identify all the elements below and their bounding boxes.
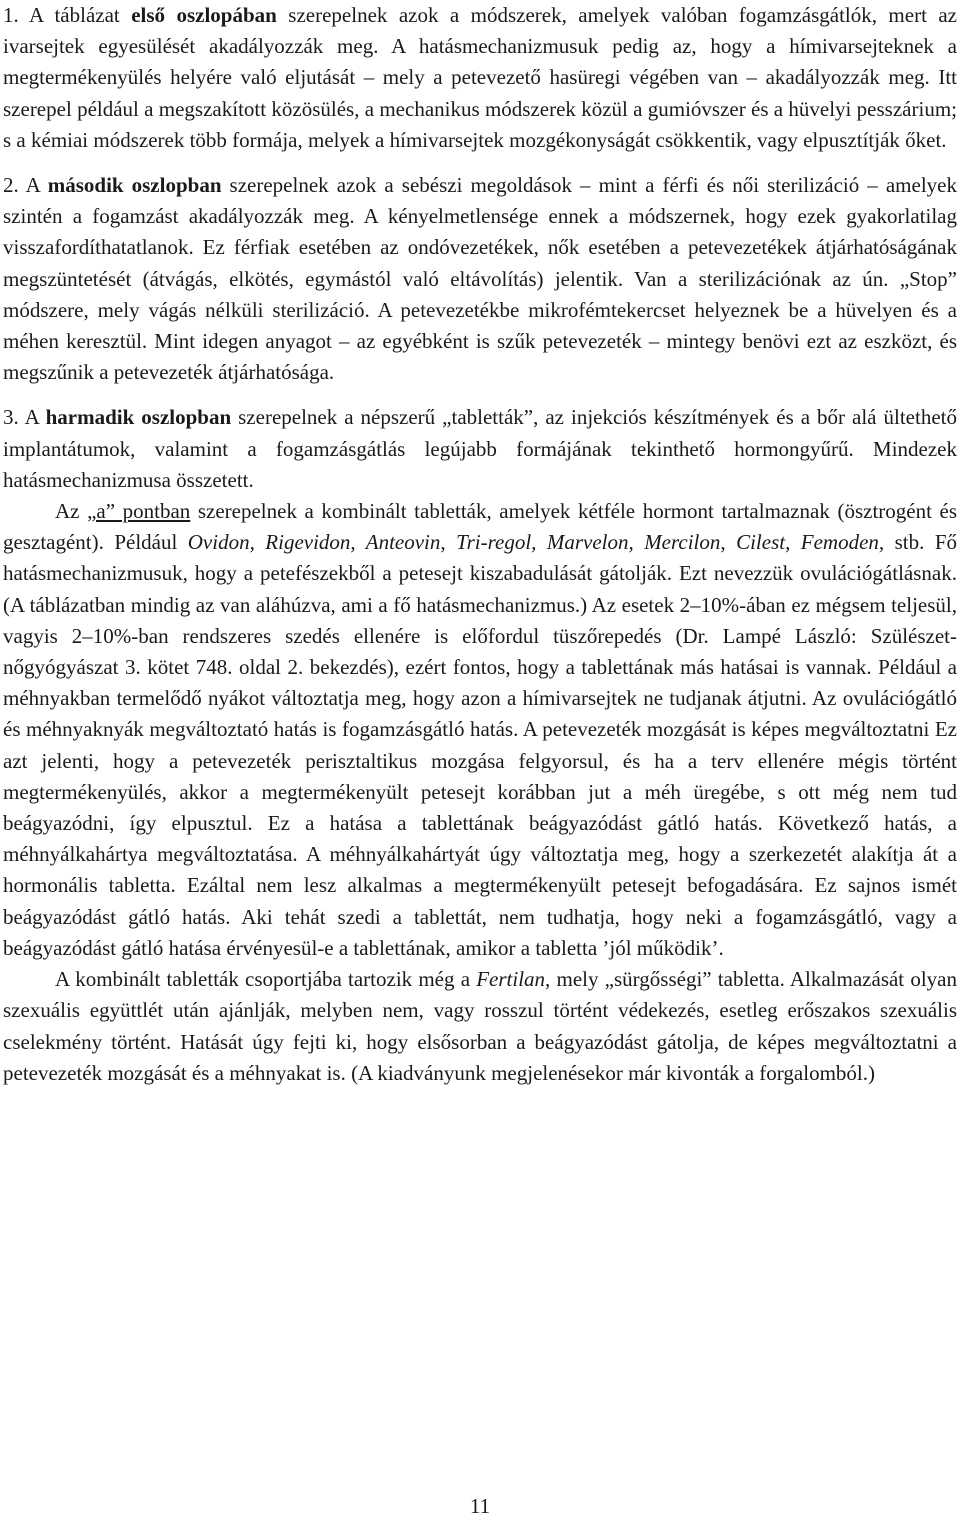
page-number: 11 (469, 1494, 491, 1518)
paragraph-1-lead: 1. A táblázat (3, 3, 132, 27)
paragraph-4-underlined: „a” pontban (87, 499, 191, 524)
paragraph-3-body: szerepelnek a népszerű „tabletták”, az injekciós készítmények és a bőr alá ültethető implantátumok, valamint a fogamzásgátlás legújabb formájának tekinthető hormongyűrű. Mindezek hatásmechanizmusa összetett. (3, 405, 957, 492)
paragraph-3 (3, 402, 957, 496)
paragraph-5-lead: A kombinált tabletták csoportjába tartozik még a (55, 967, 477, 992)
paragraph-4-body-a: szerepelnek a kombinált tabletták, amelyek kétféle hormont tartalmaznak (ösztrogént és gesztagént). Például (3, 499, 957, 555)
paragraph-1-body: szerepelnek azok a módszerek, amelyek valóban fogamzásgátlók, mert az ivarsejtek egyesülését akadályozzák meg. A hatásmechanizmusuk pedig az, hogy a hímivarsejteknek a megtermékenyülés helyére való eljutását – mely a petevezető hasüregi végében van – akadályozzák meg. Itt szerepel például a megszakított közösülés, a mechanikus módszerek közül a gumióvszer és a hüvelyi pesszárium; s a kémiai módszerek több formája, melyek a hímivarsejtek mozgékonyságát csökkentik, vagy elpusztítják őket. (3, 3, 957, 152)
paragraph-4-brand-names: Ovidon, Rigevidon, Anteovin, Tri-regol, Marvelon, Mercilon, Cilest, Femoden, (187, 530, 885, 555)
paragraph-1 (3, 0, 957, 156)
paragraph-4-body-b: stb. Fő hatásmechanizmusuk, hogy a petefészekből a petesejt kiszabadulását gátolják. Ezt nevezzük ovulációgátlásnak. (A táblázatban mindig az van aláhúzva, ami a fő hatásmechanizmus.) Az esetek 2–10%-ában ez mégsem teljesül, vagyis 2–10%-ban rendszeres szedés ellenére is előfordul tüszőrepedés (Dr. Lampé László: Szülészet-nőgyógyászat 3. kötet 748. oldal 2. bekezdés), ezért fontos, hogy a tablettának más hatásai is vannak. Például a méhnyakban termelődő nyákot változtatja meg, hogy azon a hímivarsejtek ne tudjanak átjutni. Az ovulációgátló és méhnyaknyák megváltoztató hatás is fogamzásgátló hatás. A petevezeték mozgását is képes megváltoztatni Ez azt jelenti, hogy a petevezeték perisztaltikus mozgása felgyorsul, és ha a terv ellenére mégis történt megtermékenyülés, akkor a megtermékenyült petesejt korábban jut a méh üregébe, s ott még nem tud beágyazódni, így elpusztul. Ez a hatása a tablettának beágyazódást gátló hatás. Következő hatás, a méhnyálkahártya megváltoztatása. A méhnyálkahártyát úgy változtatja meg, hogy a szerkezetét alakítja át a hormonális tabletta. Ezáltal nem lesz alkalmas a megtermékenyült petesejt befogadására. Ez sajnos ismét beágyazódást gátló hatás. Aki tehát szedi a tablettát, nem tudhatja, hogy neki a fogamzásgátló, vagy a beágyazódást gátló hatása érvényesül-e a tablettának, amikor a tabletta ’jól működik’. (3, 530, 958, 960)
paragraph-4 (3, 496, 957, 964)
paragraph-3-lead: 3. A (3, 405, 46, 430)
paragraph-2-lead: 2. A (3, 173, 48, 198)
paragraph-5-brand-name: Fertilan (476, 967, 546, 992)
paragraph-5 (3, 964, 957, 1089)
paragraph-2-body: szerepelnek azok a sebészi megoldások – mint a férfi és női sterilizáció – amelyek szintén a fogamzást akadályozzák meg. A kényelmetlensége ennek a módszernek, hogy ezek gyakorlatilag visszafordíthatatlanok. Ez férfiak esetében az ondóvezetékek, nők esetében a petevezetékek átjárhatóságának megszüntetését (átvágás, elkötés, egymástól való eltávolítás) jelentik. Van a sterilizációnak az ún. „Stop” módszere, mely vágás nélküli sterilizáció. A petevezetékbe mikrofémtekercset helyeznek be a hüvelyen és a méhen keresztül. Mint idegen anyagot – az egyébként is szűk petevezeték – mintegy benövi ezt az eszközt, és megszűnik a petevezeték átjárhatósága. (3, 173, 957, 385)
paragraph-2-emphasis: második oszlopban (47, 173, 222, 198)
paragraph-2 (3, 170, 957, 388)
paragraph-3-emphasis: harmadik oszlopban (45, 405, 232, 430)
paragraph-4-lead: Az (55, 499, 88, 524)
paragraph-5-body: , mely „sürgősségi” tabletta. Alkalmazását olyan szexuális együttlét után ajánlják, melyben nem, vagy rosszul történt védekezés, esetleg erőszakos szexuális cselekmény történt. Hatását úgy fejti ki, hogy elsősorban a beágyazódást gátolja, de képes megváltoztatni a petevezeték mozgását és a méhnyakat is. (A kiadványunk megjelenésekor már kivonták a forgalomból.) (3, 967, 957, 1085)
paragraph-1-emphasis: első oszlopában (131, 3, 277, 27)
